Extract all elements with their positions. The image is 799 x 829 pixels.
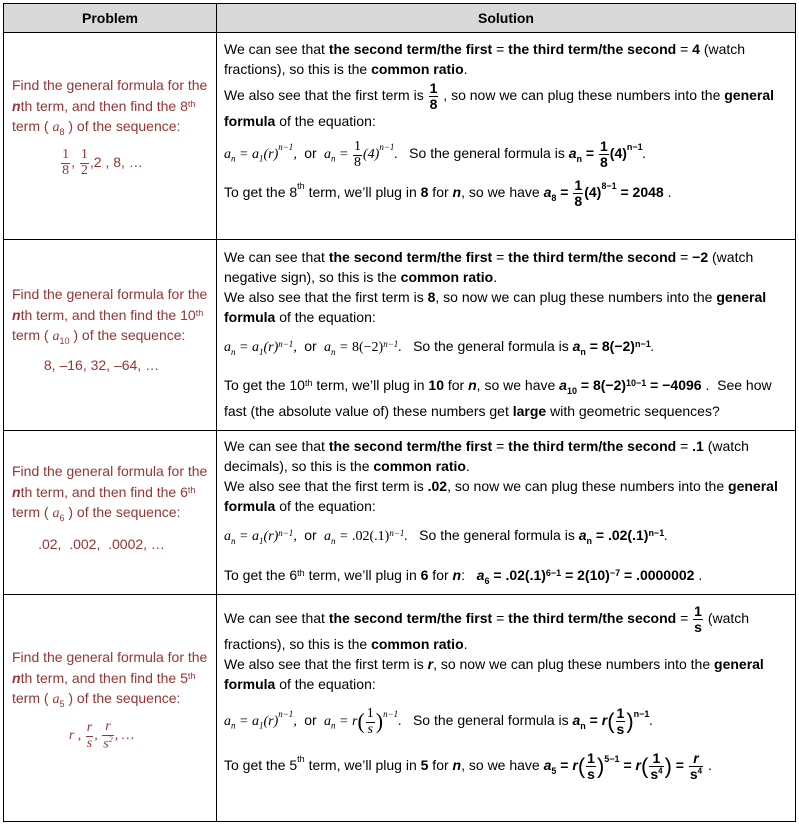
problem-text-1: Find the general formula for the nth term, and then find the 8th term ( $a_8$ ) of the sequence: bbox=[12, 77, 208, 137]
solution-3-line-4: To get the 6th term, we’ll plug in 6 for n: $a_6 = .02(.1)^{6-1} = 2(10)^{-7} = .0000002$ . bbox=[224, 566, 703, 586]
problem-text-4: Find the general formula for the nth term, and then find the 5th term ( $a_5$ ) of the sequence: bbox=[12, 649, 208, 709]
sequence-2: 8, –16, 32, –64, … bbox=[43, 357, 160, 374]
sequence-1: $\frac{1}{8}$ , $\frac{1}{2}$ ,2 , 8, … bbox=[62, 147, 143, 178]
solution-4-line-2: We also see that the first term is r, so now we can plug these numbers into the general formula of the equation: bbox=[224, 656, 764, 693]
problem-text-3: Find the general formula for the nth term, and then find the 6th term ( $a_6$ ) of the sequence: bbox=[12, 463, 208, 523]
solution-cell-3 bbox=[217, 431, 796, 595]
table-row-4 bbox=[4, 595, 796, 822]
solution-cell-4 bbox=[217, 595, 796, 822]
solution-4-line-3: $a_n = a_1(r)^{n-1}$, or $a_n = r$( $\frac{1}{s}$ )$^{n-1}$. So the general formula is $a_n = r$( $\frac{1}{s}$ )$^{n-1}$. bbox=[224, 705, 653, 738]
problem-cell-4 bbox=[4, 595, 217, 822]
solution-2-line-2: We also see that the first term is 8, so now we can plug these numbers into the general formula of the equation: bbox=[224, 289, 767, 325]
sequence-4: r , $\frac{r}{s}$ , $\frac{r}{s^2}$ , … bbox=[68, 719, 135, 752]
solution-cell-2 bbox=[217, 240, 796, 431]
geometric-sequence-table bbox=[3, 3, 796, 822]
problem-cell-3 bbox=[4, 431, 217, 595]
solution-1-line-3: $a_n = a_1(r)^{n-1}$, or $a_n$ = $\frac{1}{8}$ $(4)^{n-1}$. So the general formula is $a_n$ = $\frac{1}{8}$ $(4)^{n-1}$. bbox=[224, 138, 647, 171]
solution-1-line-1: We can see that the second term/the first = the third term/the second = 4 (watch fractions), so this is the common ratio. bbox=[224, 41, 746, 77]
solution-2-line-1: We can see that the second term/the first = the third term/the second = −2 (watch negative sign), so this is the common ratio. bbox=[224, 249, 754, 285]
solution-cell-1 bbox=[217, 33, 796, 240]
problem-cell-2 bbox=[4, 240, 217, 431]
problem-text-2: Find the general formula for the nth term, and then find the 10th term ( $a_{10}$ ) of the sequence: bbox=[12, 286, 208, 346]
table-row-3 bbox=[4, 431, 796, 595]
solution-1-line-2: We also see that the first term is $\frac{1}{8}$ , so now we can plug these numbers into the general formula of the equation: bbox=[224, 80, 775, 130]
solution-4-line-4: To get the 5th term, we’ll plug in 5 for n, so we have $a_5 = r$( $\frac{1}{s}$ )$^{5-1}$ = r( $\frac{1}{s^4}$ ) = $\frac{r}{s^4}$ . bbox=[224, 750, 712, 782]
table-row-2 bbox=[4, 240, 796, 431]
solution-1-line-4: To get the 8th term, we’ll plug in 8 for n, so we have $a_8$ = $\frac{1}{8}$ $(4)^{8-1} = 2048$ . bbox=[224, 177, 672, 209]
header-solution: Solution bbox=[217, 4, 796, 33]
solution-3-line-1: We can see that the second term/the first = the third term/the second = .1 (watch decimals), so this is the common ratio. bbox=[224, 438, 749, 474]
solution-4-line-1: We can see that the second term/the first = the third term/the second = $\frac{1}{s}$ (watch fractions), so this is the common ratio. bbox=[224, 603, 750, 653]
solution-2-line-3: $a_n = a_1(r)^{n-1}$, or $a_n = 8(-2)^{n-1}$. So the general formula is $a_n = 8(-2)^{n-1}$. bbox=[224, 338, 655, 357]
solution-3-line-3: $a_n = a_1(r)^{n-1}$, or $a_n = .02(.1)^{n-1}$. So the general formula is $a_n = .02(.1)^{n-1}$. bbox=[224, 527, 668, 546]
solution-2-line-4: To get the 10th term, we’ll plug in 10 for n, so we have $a_{10} = 8(-2)^{10-1} = -4096$ . See how fast (the absolute value of) these numbers get large with geometric sequences? bbox=[224, 376, 772, 419]
table-row-1 bbox=[4, 33, 796, 240]
problem-cell-1 bbox=[4, 33, 217, 240]
solution-3-line-2: We also see that the first term is .02, so now we can plug these numbers into the general formula of the equation: bbox=[224, 478, 778, 514]
sequence-3: .02, .002, .0002, … bbox=[38, 536, 165, 553]
header-problem: Problem bbox=[4, 4, 217, 33]
